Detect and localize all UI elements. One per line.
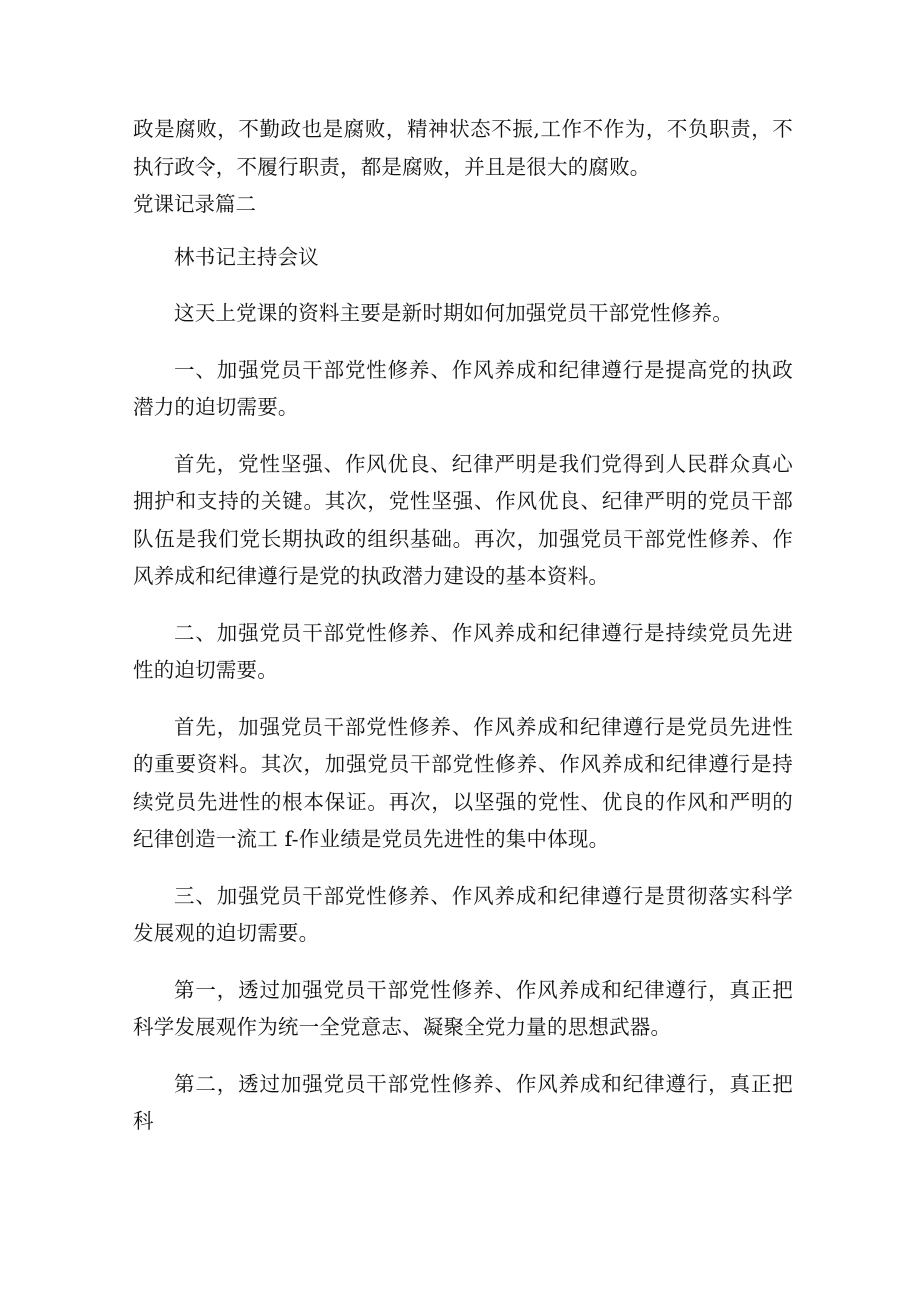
paragraph-point-two: 二、加强党员干部党性修养、作风养成和纪律遵行是持续党员先进性的迫切需要。 [133, 620, 793, 682]
paragraph-first-measure: 第一，透过加强党员干部党性修养、作风养成和纪律遵行，真正把科学发展观作为统一全党意志、凝聚全党力量的思想武器。 [133, 977, 793, 1039]
paragraph-meeting-host: 林书记主持会议 [174, 244, 319, 269]
paragraph-topic: 这天上党课的资料主要是新时期如何加强党员干部党性修养。 [174, 301, 733, 325]
paragraph-point-two-detail: 首先，加强党员干部党性修养、作风养成和纪律遵行是党员先进性的重要资料。其次，加强党员干部党性修养、作风养成和纪律遵行是持续党员先进性的根本保证。再次，以坚强的党性、优良的作风和严明的纪律创造一流工 f-作业绩是党员先进性的集中体现。 [133, 714, 793, 851]
section-heading: 党课记录篇二 [133, 192, 256, 216]
paragraph-point-one: 一、加强党员干部党性修养、作风养成和纪律遵行是提高党的执政潜力的迫切需要。 [133, 357, 793, 419]
paragraph-second-measure: 第二，透过加强党员干部党性修养、作风养成和纪律遵行，真正把科 [133, 1071, 793, 1133]
paragraph-point-three: 三、加强党员干部党性修养、作风养成和纪律遵行是贯彻落实科学发展观的迫切需要。 [133, 883, 793, 945]
paragraph-continuation: 政是腐败，不勤政也是腐败，精神状态不振,工作不作为，不负职责，不执行政令，不履行职责，都是腐败，并且是很大的腐败。 [133, 117, 793, 179]
document-body [133, 111, 793, 1141]
paragraph-point-one-detail: 首先，党性坚强、作风优良、纪律严明是我们党得到人民群众真心拥护和支持的关键。其次，党性坚强、作风优良、纪律严明的党员干部队伍是我们党长期执政的组织基础。再次，加强党员干部党性修养、作风养成和纪律遵行是党的执政潜力建设的基本资料。 [133, 451, 793, 588]
